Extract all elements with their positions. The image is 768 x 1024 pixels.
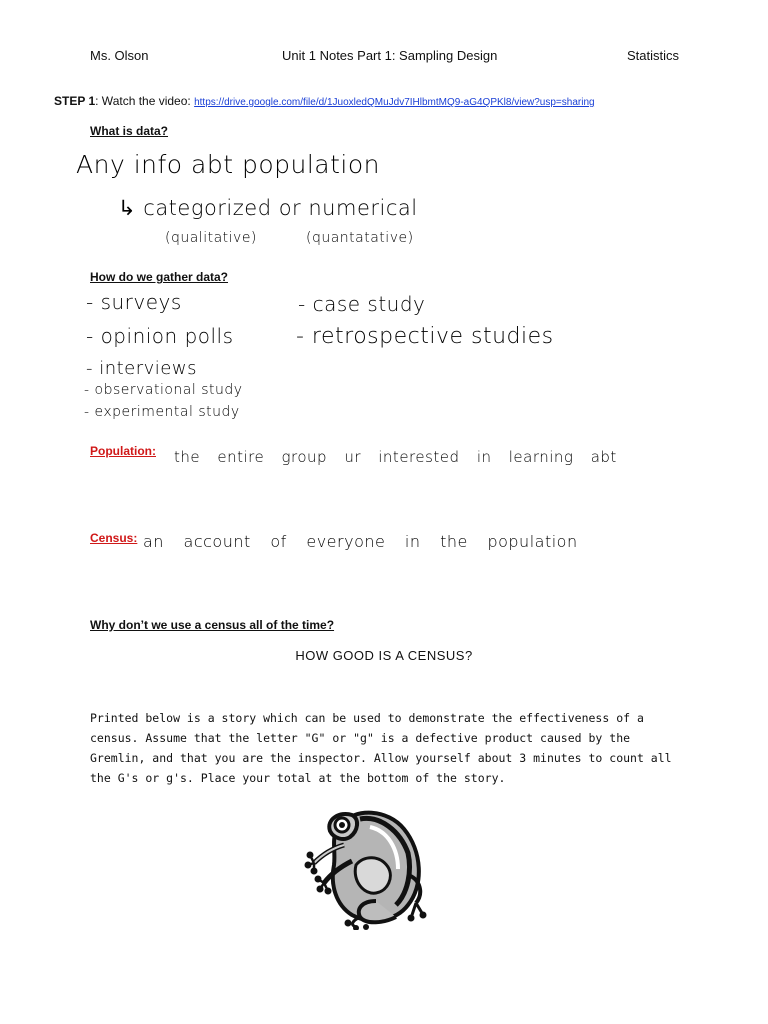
gather-item: - surveys <box>86 290 182 314</box>
gather-item: - case study <box>298 292 426 316</box>
gather-item: - retrospective studies <box>296 324 554 349</box>
step1-label: STEP 1 <box>54 94 96 108</box>
section-title: HOW GOOD IS A CENSUS? <box>295 648 473 663</box>
definition-population: the entire group ur interested in learning abt <box>174 448 617 466</box>
answer-data-line2: ↳ categorized or numerical <box>118 196 418 220</box>
answer-data-qualitative: (qualitative) <box>165 230 257 246</box>
term-census: Census: <box>90 531 138 545</box>
video-link[interactable]: https://drive.google.com/file/d/1JuoxledQMuJdv7IHlbmtMQ9-aG4QPKl8/view?usp=sharing <box>194 97 595 108</box>
question-what-is-data: What is data? <box>90 124 169 138</box>
step1-line <box>54 94 595 108</box>
step1-text: : Watch the video: <box>95 94 191 108</box>
question-why-census: Why don’t we use a census all of the time? <box>90 618 335 632</box>
header-title: Unit 1 Notes Part 1: Sampling Design <box>282 48 498 63</box>
answer-data-line1: Any info abt population <box>76 150 380 179</box>
gather-item: - interviews <box>86 358 197 379</box>
term-population: Population: <box>90 444 156 458</box>
frog-illustration <box>300 805 435 930</box>
story-paragraph: Printed below is a story which can be used to demonstrate the effectiveness of a census. Assume that the letter "G" or "g" is a defective product caused by the Gremlin, and that you are the inspector. Allow yourself about 3 minutes to count all the G's or g's. Place your total at the bottom of the story. <box>90 711 672 785</box>
gather-item: - opinion polls <box>86 324 234 348</box>
gather-item: - observational study <box>84 382 243 398</box>
header-teacher: Ms. Olson <box>90 48 149 63</box>
question-gather-data: How do we gather data? <box>90 270 229 284</box>
header-subject: Statistics <box>627 48 680 63</box>
gather-item: - experimental study <box>84 404 240 420</box>
frog-icon <box>300 805 435 930</box>
definition-census: an account of everyone in the population <box>143 532 578 551</box>
answer-data-quantitative: (quantatative) <box>306 230 414 246</box>
